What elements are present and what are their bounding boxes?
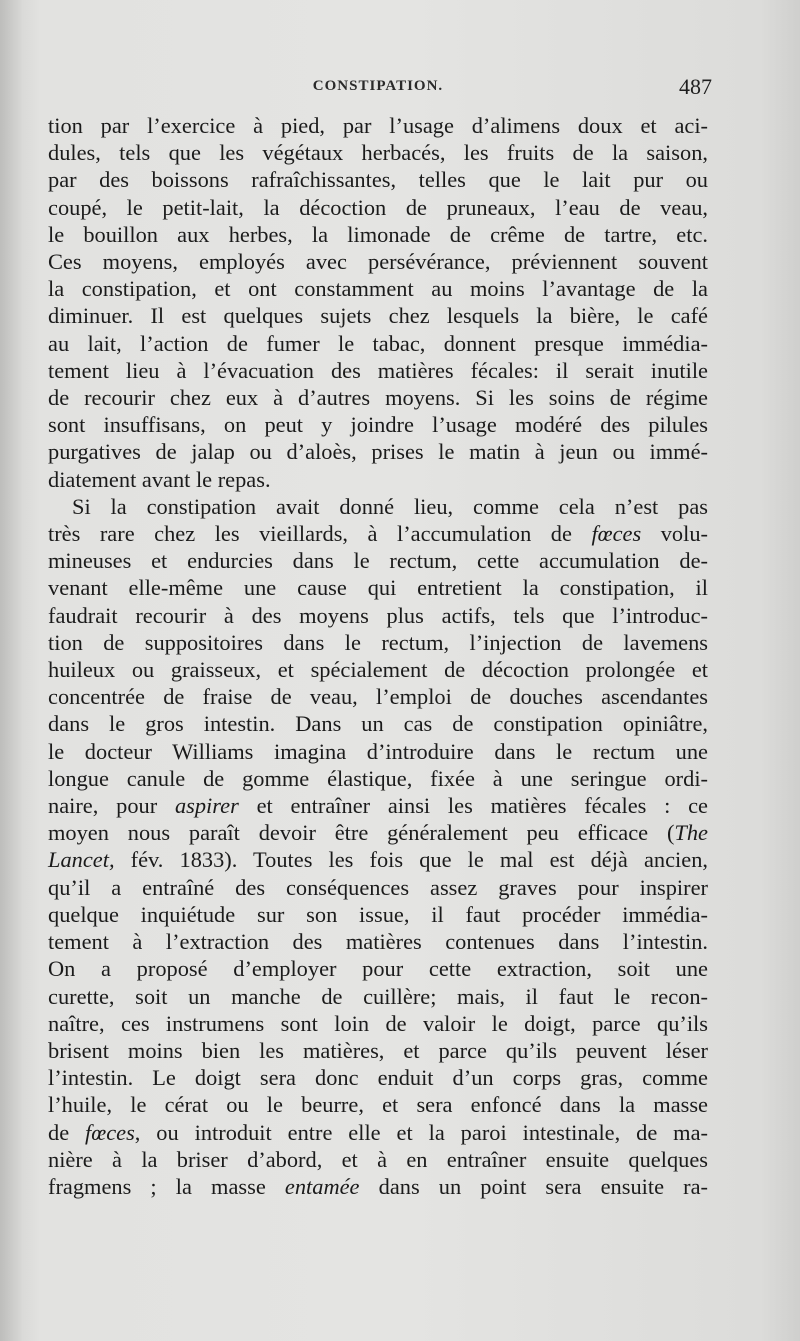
italic-text: entamée	[284, 1173, 360, 1199]
line-text: sont insuffisans, on peut y joindre l’usage modéré des pilules	[48, 412, 708, 438]
line-text: de	[48, 1119, 86, 1145]
text-line	[48, 1010, 708, 1037]
text-line	[48, 819, 708, 846]
line-text: le docteur Williams imagina d’introduire dans le rectum une	[48, 738, 708, 764]
text-line	[48, 656, 708, 683]
line-text: dules, tels que les végétaux herbacés, les fruits de la saison,	[48, 140, 708, 166]
line-text: la constipation, et ont constamment au moins l’avantage de la	[48, 276, 708, 302]
text-line	[48, 302, 708, 329]
text-line	[48, 955, 708, 982]
line-text: venant elle-même une cause qui entretient la constipation, il	[48, 575, 708, 601]
text-line	[48, 493, 708, 520]
text-line	[48, 112, 708, 139]
text-line	[48, 1146, 708, 1173]
line-text: On a proposé d’employer pour cette extraction, soit une	[48, 956, 708, 982]
line-text: longue canule de gomme élastique, fixée à une seringue ordi-	[48, 765, 708, 791]
text-line	[48, 1119, 708, 1146]
line-text: Ces moyens, employés avec persévérance, préviennent souvent	[48, 249, 708, 275]
text-line	[48, 710, 708, 737]
text-line	[48, 139, 708, 166]
italic-text: fœces	[591, 521, 642, 547]
text-line	[48, 683, 708, 710]
text-line	[48, 846, 708, 873]
italic-text: fœces	[85, 1119, 135, 1145]
line-text: très rare chez les vieillards, à l’accumulation de	[48, 521, 592, 547]
text-line	[48, 1037, 708, 1064]
text-line	[48, 248, 708, 275]
line-text: l’intestin. Le doigt sera donc enduit d’un corps gras, comme	[48, 1065, 708, 1091]
text-line	[48, 901, 708, 928]
line-text: nière à la briser d’abord, et à en entraîner ensuite quelques	[48, 1146, 708, 1172]
running-head	[48, 74, 712, 108]
text-line	[48, 466, 708, 493]
body-text	[48, 112, 708, 1200]
line-text: l’huile, le cérat ou le beurre, et sera enfoncé dans la masse	[48, 1092, 708, 1118]
line-text: volu-	[641, 521, 708, 547]
line-text: , ou introduit entre elle et la paroi intestinale, de ma-	[134, 1119, 708, 1145]
text-line	[48, 1091, 708, 1118]
italic-text: Lancet,	[48, 847, 115, 873]
line-text: fév. 1833). Toutes les fois que le mal est déjà ancien,	[114, 847, 708, 873]
line-text: par des boissons rafraîchissantes, telles que le lait pur ou	[48, 167, 708, 193]
text-line	[48, 275, 708, 302]
text-line	[48, 1173, 708, 1200]
line-text: Si la constipation avait donné lieu, comme cela n’est pas	[72, 493, 708, 519]
text-line	[48, 792, 708, 819]
line-text: moyen nous paraît devoir être généralement peu efficace (	[48, 820, 675, 846]
text-line	[48, 411, 708, 438]
line-text: de recourir chez eux à d’autres moyens. Si les soins de régime	[48, 385, 708, 411]
line-text: qu’il a entraîné des conséquences assez graves pour inspirer	[48, 874, 708, 900]
text-line	[48, 166, 708, 193]
line-text: tement à l’extraction des matières contenues dans l’intestin.	[48, 929, 708, 955]
text-line	[48, 574, 708, 601]
text-line	[48, 221, 708, 248]
line-text: au lait, l’action de fumer le tabac, donnent presque immédia-	[48, 330, 708, 356]
line-text: purgatives de jalap ou d’aloès, prises le matin à jeun ou immé-	[48, 439, 708, 465]
text-line	[48, 520, 708, 547]
line-text: mineuses et endurcies dans le rectum, cette accumulation de-	[48, 548, 708, 574]
text-line	[48, 357, 708, 384]
italic-text: aspirer	[174, 793, 239, 819]
line-text: curette, soit un manche de cuillère; mais, il faut le recon-	[48, 983, 708, 1009]
page-number: 487	[679, 74, 712, 99]
line-text: huileux ou graisseux, et spécialement de décoction prolongée et	[48, 657, 708, 683]
line-text: dans le gros intestin. Dans un cas de constipation opiniâtre,	[48, 711, 708, 737]
line-text: et entraîner ainsi les matières fécales : ce	[238, 793, 708, 819]
text-line	[48, 629, 708, 656]
line-text: dans un point sera ensuite ra-	[359, 1173, 708, 1199]
line-text: naître, ces instrumens sont loin de valoir le doigt, parce qu’ils	[48, 1010, 708, 1036]
line-text: coupé, le petit-lait, la décoction de pruneaux, l’eau de veau,	[48, 194, 708, 220]
running-title: CONSTIPATION.	[312, 78, 444, 94]
line-text: tion de suppositoires dans le rectum, l’injection de lavemens	[48, 629, 708, 655]
text-line	[48, 330, 708, 357]
line-text: tement lieu à l’évacuation des matières fécales: il serait inutile	[48, 357, 708, 383]
line-text: brisent moins bien les matières, et parce qu’ils peuvent léser	[48, 1037, 708, 1063]
line-text: tion par l’exercice à pied, par l’usage d’alimens doux et aci-	[48, 113, 708, 138]
text-line	[48, 547, 708, 574]
line-text: naire, pour	[48, 793, 175, 819]
text-line	[48, 738, 708, 765]
line-text: concentrée de fraise de veau, l’emploi de douches ascendantes	[48, 684, 708, 710]
line-text: fragmens ; la masse	[48, 1173, 285, 1199]
book-spine-shadow	[0, 0, 22, 1341]
line-text: diatement avant le repas.	[48, 466, 271, 492]
line-text: quelque inquiétude sur son issue, il faut procéder immédia-	[48, 901, 708, 927]
text-line	[48, 384, 708, 411]
text-line	[48, 765, 708, 792]
text-line	[48, 194, 708, 221]
italic-text: The	[674, 820, 708, 846]
text-line	[48, 983, 708, 1010]
line-text: le bouillon aux herbes, la limonade de crême de tartre, etc.	[48, 221, 708, 247]
text-line	[48, 928, 708, 955]
text-line	[48, 602, 708, 629]
text-line	[48, 874, 708, 901]
text-line	[48, 1064, 708, 1091]
line-text: diminuer. Il est quelques sujets chez lesquels la bière, le café	[48, 303, 708, 329]
line-text: faudrait recourir à des moyens plus actifs, tels que l’introduc-	[48, 602, 708, 628]
text-line	[48, 438, 708, 465]
